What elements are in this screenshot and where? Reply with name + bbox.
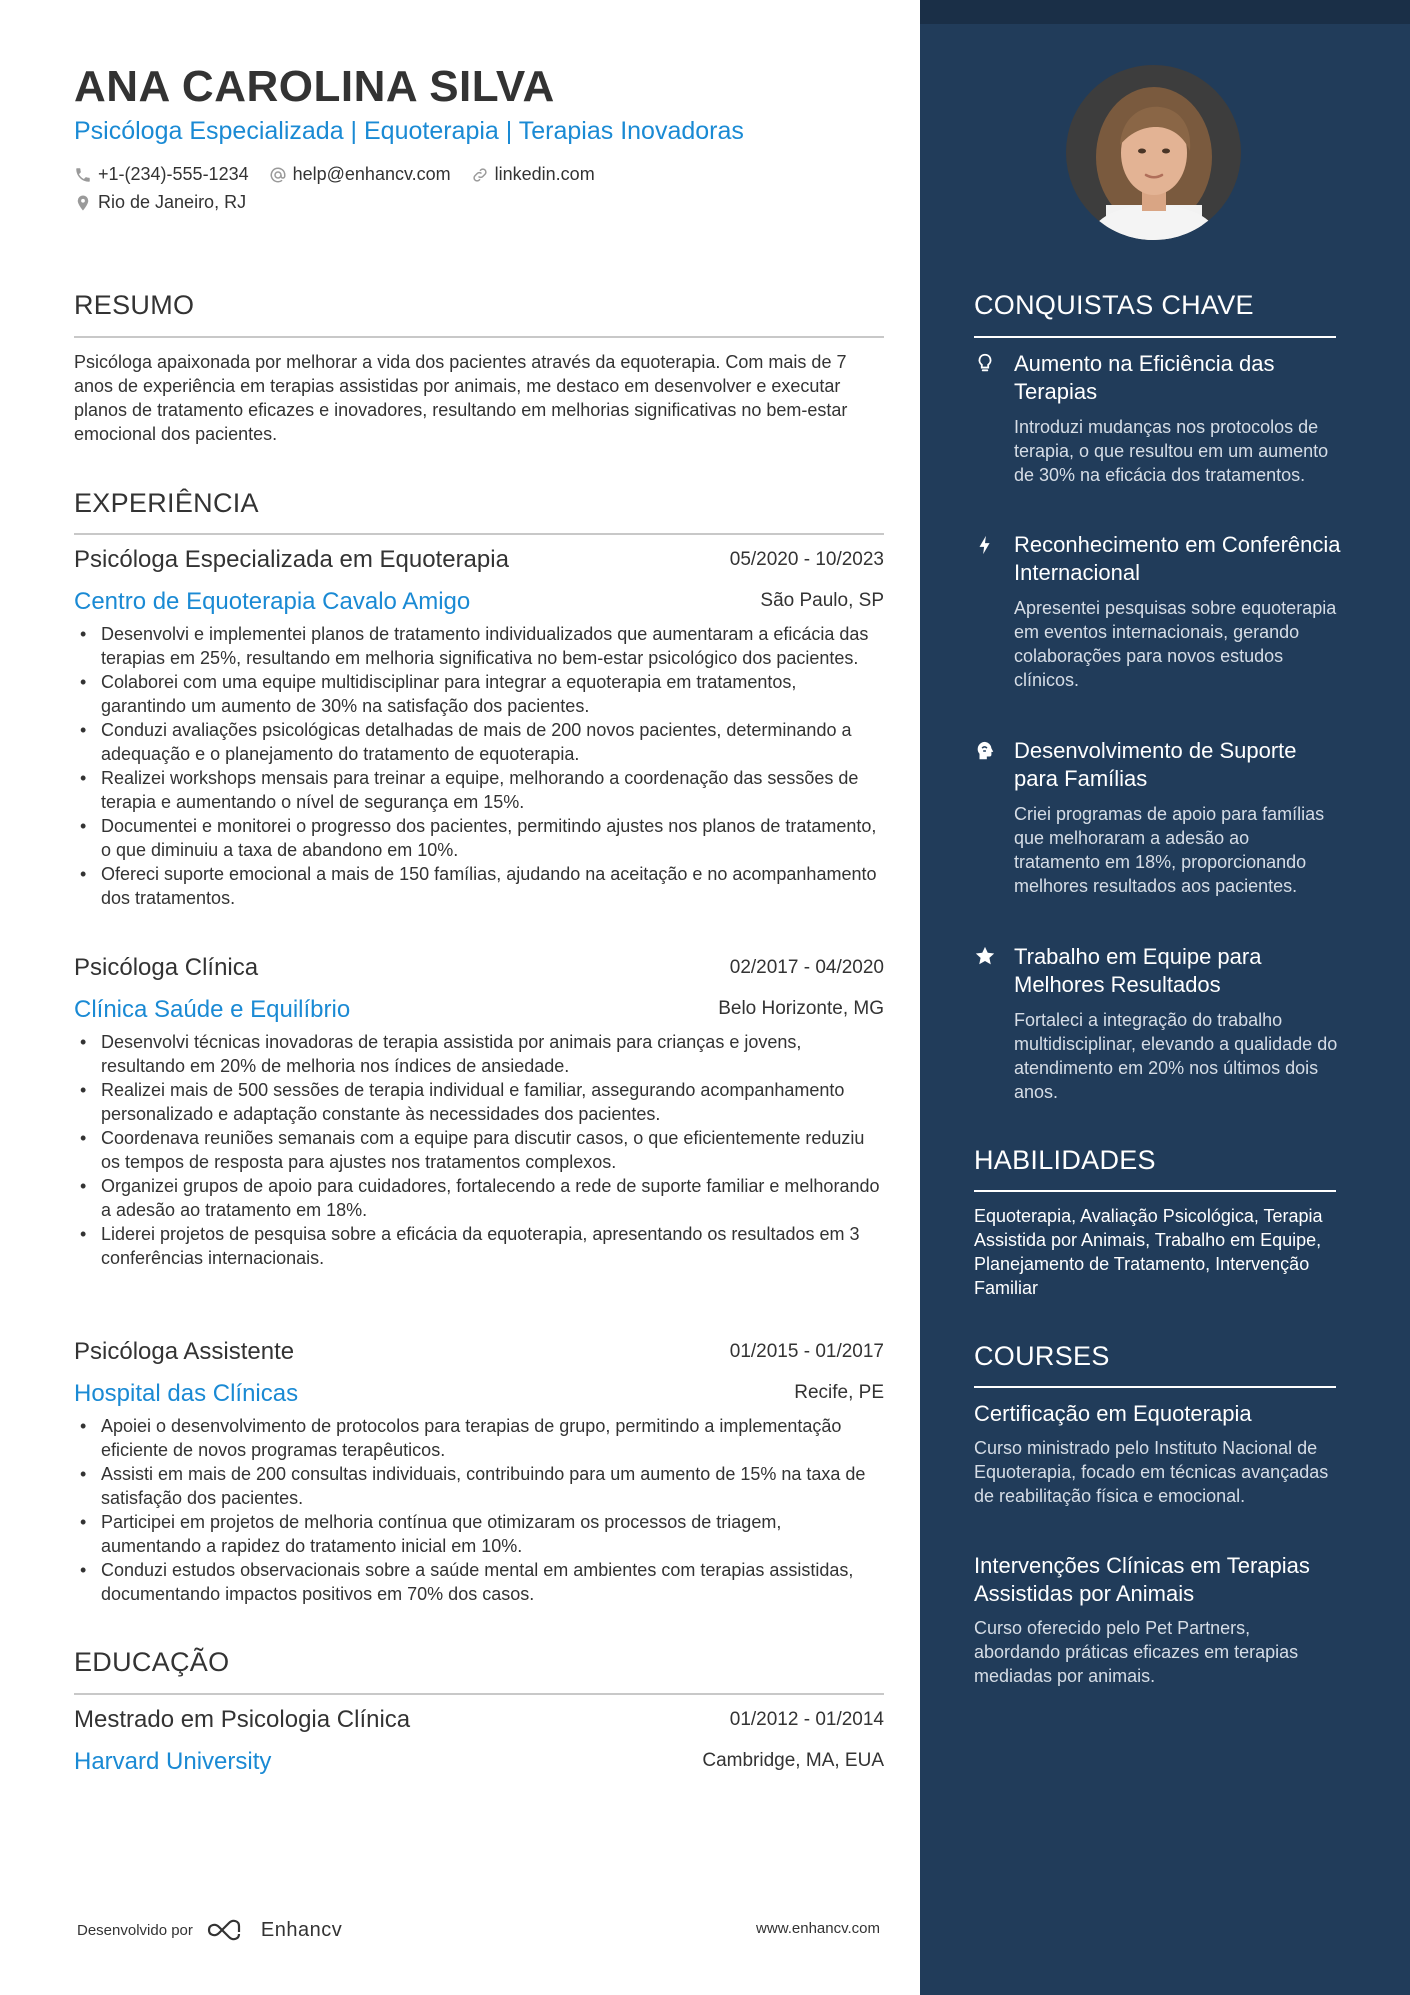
job-bullets <box>74 1414 884 1606</box>
bullet-item: • Organizei grupos de apoio para cuidadores, fortalecendo a rede de suporte familiar e melhorando a adesão ao tratamento em 18%. <box>74 1174 884 1222</box>
portrait-illustration <box>1066 65 1241 240</box>
bullet-item: • Apoiei o desenvolvimento de protocolos para terapias de grupo, permitindo a implementação eficiente de novos programas terapêuticos. <box>74 1414 884 1462</box>
school-name[interactable]: Harvard University <box>74 1748 272 1775</box>
footer-credit <box>77 1918 342 1942</box>
email-text[interactable]: help@enhancv.com <box>292 164 451 184</box>
summary-divider <box>74 336 884 338</box>
bullet-item: • Desenvolvi e implementei planos de tratamento individualizados que aumentaram a eficácia das terapias em 25%, resultando em melhoria significativa no bem-estar psicológico dos pacientes. <box>74 622 884 670</box>
bullet-item: • Realizei mais de 500 sessões de terapia individual e familiar, assegurando acompanhamento personalizado e adaptação constante às necessidades dos pacientes. <box>74 1078 884 1126</box>
experience-heading: EXPERIÊNCIA <box>74 488 259 518</box>
achievement-title: Aumento na Eficiência das Terapias <box>1014 351 1275 404</box>
bullet-item: • Conduzi avaliações psicológicas detalhadas de mais de 200 novos pacientes, determinando a adequação e o planejamento do tratamento de equoterapia. <box>74 718 884 766</box>
course-description: Curso oferecido pelo Pet Partners, abordando práticas eficazes em terapias mediadas por animais. <box>974 1618 1299 1686</box>
lightbulb-icon <box>974 352 996 374</box>
job-title: Psicóloga Clínica <box>74 954 259 981</box>
bullet-item: • Colaborei com uma equipe multidisciplinar para integrar a equoterapia em tratamentos, garantindo um aumento de 30% na satisfação dos pacientes. <box>74 670 884 718</box>
bullet-item: • Participei em projetos de melhoria contínua que otimizaram os processos de triagem, aumentando a rapidez do tratamento inicial em 10%. <box>74 1510 884 1558</box>
job-bullets <box>74 1030 884 1270</box>
education-divider <box>74 1693 884 1695</box>
location-row <box>74 192 266 213</box>
phone-icon <box>74 166 92 184</box>
job-location: Belo Horizonte, MG <box>718 998 884 1019</box>
phone-text[interactable]: +1-(234)-555-1234 <box>98 164 249 184</box>
phone-contact <box>74 164 249 185</box>
skills-divider <box>974 1190 1336 1192</box>
at-icon <box>269 166 287 184</box>
headline: Psicóloga Especializada | Equoterapia | Terapias Inovadoras <box>74 117 744 145</box>
bullet-item: • Assisti em mais de 200 consultas individuais, contribuindo para um aumento de 15% na taxa de satisfação dos pacientes. <box>74 1462 884 1510</box>
location-text: Rio de Janeiro, RJ <box>98 192 247 212</box>
bullet-item: • Ofereci suporte emocional a mais de 150 famílias, ajudando na aceitação e no acompanhamento dos tratamentos. <box>74 862 884 910</box>
job-dates: 01/2015 - 01/2017 <box>729 1341 884 1362</box>
bullet-item: • Desenvolvi técnicas inovadoras de terapia assistida por animais para crianças e jovens, resultando em 20% de melhoria nos índices de ansiedade. <box>74 1030 884 1078</box>
linkedin-text[interactable]: linkedin.com <box>494 164 595 184</box>
achievement-description: Introduzi mudanças nos protocolos de terapia, o que resultou em um aumento de 30% na eficácia dos tratamentos. <box>1014 417 1329 485</box>
skills-heading: HABILIDADES <box>974 1145 1156 1175</box>
summary-text: Psicóloga apaixonada por melhorar a vida dos pacientes através da equoterapia. Com mais de 7 anos de experiência em terapias assistidas por animais, me destaco em desenvolver e executar planos de tratamento eficazes e inovadores, resultando em melhorias significativas no bem-estar emocional dos pacientes. <box>74 352 848 444</box>
achievement-description: Apresentei pesquisas sobre equoterapia em eventos internacionais, gerando colaborações para novos estudos clínicos. <box>1014 598 1337 690</box>
bullet-item: • Realizei workshops mensais para treinar a equipe, melhorando a coordenação das sessões de terapia e aumentando o nível de segurança em 15%. <box>74 766 884 814</box>
bullet-item: • Conduzi estudos observacionais sobre a saúde mental em ambientes com terapias assistidas, documentando impactos positivos em 70% dos casos. <box>74 1558 884 1606</box>
website-link[interactable]: www.enhancv.com <box>756 1920 880 1937</box>
course-title: Intervenções Clínicas em Terapias Assistidas por Animais <box>974 1553 1310 1606</box>
course-title: Certificação em Equoterapia <box>974 1401 1252 1426</box>
achievement-description: Criei programas de apoio para famílias que melhoraram a adesão ao tratamento em 18%, proporcionando melhores resultados aos pacientes. <box>1014 804 1325 896</box>
achievement-title: Trabalho em Equipe para Melhores Resultados <box>1014 944 1262 997</box>
job-location: São Paulo, SP <box>760 590 884 611</box>
brand-name[interactable]: Enhancv <box>260 1918 343 1941</box>
bullet-item: • Liderei projetos de pesquisa sobre a eficácia da equoterapia, apresentando os resultados em 3 conferências internacionais. <box>74 1222 884 1270</box>
job-dates: 05/2020 - 10/2023 <box>729 549 884 570</box>
company-name[interactable]: Hospital das Clínicas <box>74 1380 299 1407</box>
company-name[interactable]: Clínica Saúde e Equilíbrio <box>74 996 351 1023</box>
link-icon <box>471 166 489 184</box>
linkedin-contact <box>471 164 595 185</box>
developed-by-text: Desenvolvido por <box>77 1921 193 1939</box>
achievement-description: Fortaleci a integração do trabalho multidisciplinar, elevando a qualidade do atendimento em 20% nos últimos dois anos. <box>1014 1010 1338 1102</box>
achievement-title: Desenvolvimento de Suporte para Famílias <box>1014 738 1297 791</box>
bullet-item: • Documentei e monitorei o progresso dos pacientes, permitindo ajustes nos planos de tratamento, o que diminuiu a taxa de abandono em 10%. <box>74 814 884 862</box>
sidebar-top-band <box>920 0 1410 24</box>
job-bullets <box>74 622 884 910</box>
candidate-name: ANA CAROLINA SILVA <box>74 62 555 111</box>
achievements-heading: CONQUISTAS CHAVE <box>974 290 1254 320</box>
achievement-title: Reconhecimento em Conferência Internacional <box>1014 532 1341 585</box>
enhancv-logo-icon <box>205 1918 253 1942</box>
star-icon <box>974 945 996 967</box>
bolt-icon <box>974 534 996 556</box>
profile-photo <box>1066 65 1241 240</box>
email-contact <box>269 164 451 185</box>
location-contact <box>74 192 246 213</box>
brain-head-icon <box>974 740 996 762</box>
job-dates: 02/2017 - 04/2020 <box>729 957 884 978</box>
skills-list: Equoterapia, Avaliação Psicológica, Terapia Assistida por Animais, Trabalho em Equipe, Planejamento de Tratamento, Intervenção Familiar <box>974 1206 1323 1298</box>
map-pin-icon <box>74 194 92 212</box>
company-name[interactable]: Centro de Equoterapia Cavalo Amigo <box>74 588 471 615</box>
job-title: Psicóloga Especializada em Equoterapia <box>74 546 509 573</box>
courses-heading: COURSES <box>974 1341 1110 1371</box>
job-location: Recife, PE <box>794 1382 884 1403</box>
contact-row <box>74 164 615 185</box>
bullet-item: • Coordenava reuniões semanais com a equipe para discutir casos, o que eficientemente reduziu os tempos de resposta para ajustes nos tratamentos complexos. <box>74 1126 884 1174</box>
courses-divider <box>974 1386 1336 1388</box>
degree-title: Mestrado em Psicologia Clínica <box>74 1706 411 1733</box>
achievements-divider <box>974 336 1336 338</box>
school-location: Cambridge, MA, EUA <box>702 1750 884 1771</box>
summary-heading: RESUMO <box>74 290 195 320</box>
course-description: Curso ministrado pelo Instituto Nacional de Equoterapia, focado em técnicas avançadas de reabilitação física e emocional. <box>974 1438 1329 1506</box>
job-title: Psicóloga Assistente <box>74 1338 295 1365</box>
education-dates: 01/2012 - 01/2014 <box>729 1709 884 1730</box>
education-heading: EDUCAÇÃO <box>74 1647 230 1677</box>
experience-divider <box>74 533 884 535</box>
